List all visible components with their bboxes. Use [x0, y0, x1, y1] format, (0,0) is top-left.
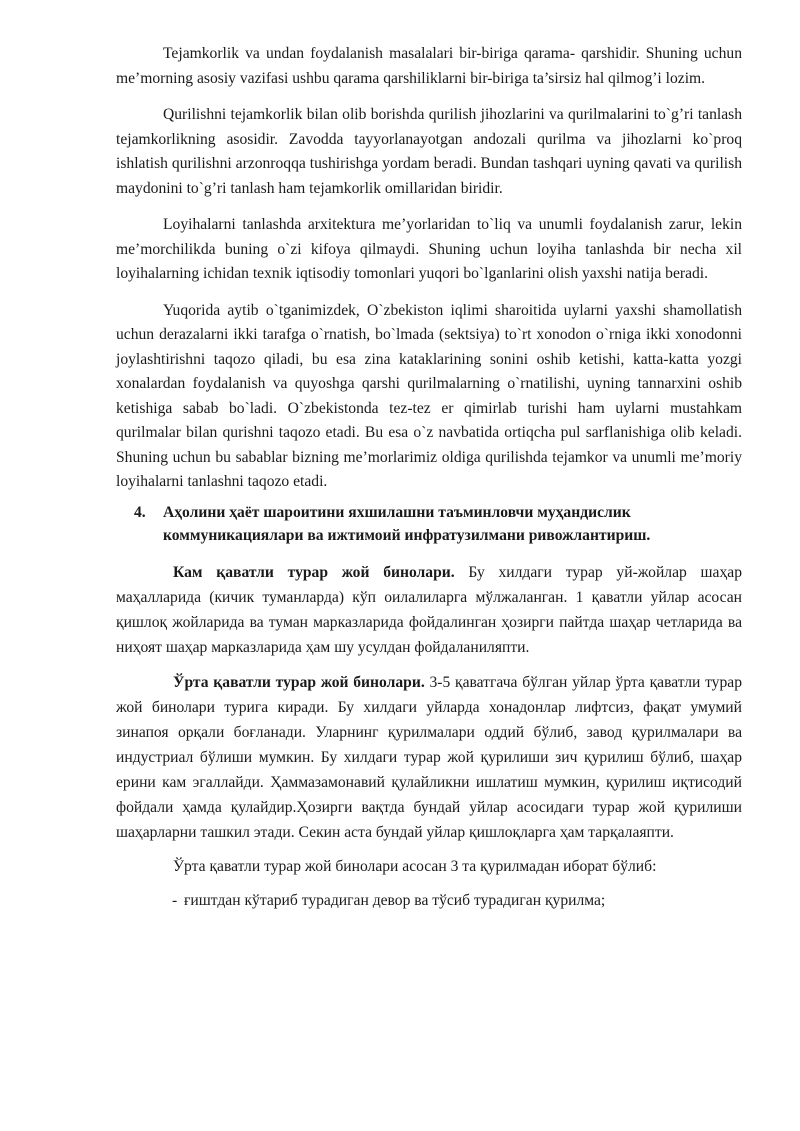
- mid-rise-paragraph: [116, 670, 742, 845]
- document-page: [116, 42, 742, 914]
- mid-rise-lead: Ўрта қаватли турар жой бинолари.: [173, 673, 425, 691]
- list-item-text: ғиштдан кўтариб турадиган девор ва тўсиб турадиган қурилма;: [184, 892, 606, 909]
- paragraph-4: Yuqorida aytib o`tganimizdek, O`zbekiston iqlimi sharoitida uylarni yaxshi shamollatish uchun derazalarni ikki tarafga o`rnatish, bo`lmada (sektsiya) to`rt xonodon o`rniga ikki xonodonni joylashtirishni taqozo qiladi, bu esa zina kataklarining sonini oshib ketishi, katta-katta yozgi xonalardan foydalanish va quyoshga qarshi qurilmalarning o`rnatilishi, uyning tannarxini oshib ketishiga sabab bo`ladi. O`zbekistonda tez-tez er qimirlab turishi ham uylarni mustahkam qurilmalar bilan qurishni taqozo etadi. Bu esa o`z navbatida ortiqcha pul sarflanishiga olib keladi. Shuning uchun bu sabablar bizning me’morlarimiz oldiga qurilishda tejamkor va unumli me’moriy loyihalarni tanlashni taqozo etadi.: [116, 301, 742, 490]
- low-rise-paragraph: [116, 560, 742, 660]
- low-rise-text: Бу хилдаги турар уй-жойлар шаҳар маҳалларида (кичик туманларда) кўп оилалиларга мўлжаланган. 1 қаватли уйлар асосан қишлоқ жойларида ва туман марказларида фойдалинган ҳозирги пайтда шаҳар четларида ва ниҳоят шаҳар марказларида ҳам шу усулдан фойдаланиляпти.: [116, 563, 742, 656]
- section-number: 4.: [134, 503, 146, 521]
- intro-line: Ўрта қаватли турар жой бинолари асосан 3 та қурилмадан иборат бўлиб:: [173, 857, 657, 875]
- low-rise-lead: Кам қаватли турар жой бинолари.: [173, 563, 455, 581]
- section-title: Аҳолини ҳаёт шароитини яхшилашни таъминловчи муҳандислик коммуникациялари ва ижтимоий инфратузилмани ривожлантириш.: [163, 503, 651, 544]
- paragraph-1: Tejamkorlik va undan foydalanish masalalari bir-biriga qarama- qarshidir. Shuning uchun me’morning asosiy vazifasi ushbu qarama qarshiliklarni bir-biriga ta’sirsiz hal qilmog’i lozim.: [116, 45, 742, 87]
- dash-marker: -: [172, 892, 178, 909]
- mid-rise-text: 3-5 қаватгача бўлган уйлар ўрта қаватли турар жой бинолари турига киради. Бу хилдаги уйларда хонадонлар лифтсиз, фақат умумий зинапоя орқали боғланади. Уларнинг қурилмалари оддий бўлиб, завод қурилмалари ва индустриал бўлиши мумкин. Бу хилдаги турар жой қурилиши зич қурилиш бўлиб, шаҳар ерини кам эгаллайди. Ҳаммазамонавий қулайликни ишлатиш мумкин, қурилиш иқтисодий фойдали ҳамда қулайдир.Ҳозирги вақтда бундай уйлар асосидаги турар жой қурилиши шаҳарларни ташкил этади. Секин аста бундай уйлар қишлоқларга ҳам тарқалаяпти.: [116, 673, 742, 841]
- paragraph-3: Loyihalarni tanlashda arxitektura me’yorlaridan to`liq va unumli foydalanish zarur, lekin me’morchilikda buning o`zi kifoya qilmaydi. Shuning uchun loyiha tanlashda bir necha xil loyihalarning ichidan texnik iqtisodiy tomonlari yuqori bo`lganlarini olish yaxshi natija beradi.: [116, 216, 742, 282]
- section-heading: [116, 501, 742, 548]
- list-item: [116, 889, 742, 914]
- paragraph-2: Qurilishni tejamkorlik bilan olib borishda qurilish jihozlarini va qurilmalarini to`g’ri tanlash tejamkorlikning asosidir. Zavodda tayyorlanayotgan andozali qurilma va jihozlarni ko`proq ishlatish qurilishni arzonroqqa tushirishga yordam beradi. Bundan tashqari uyning qavati va qurilish maydonini to`g’ri tanlash ham tejamkorlik omillaridan biridir.: [116, 106, 742, 197]
